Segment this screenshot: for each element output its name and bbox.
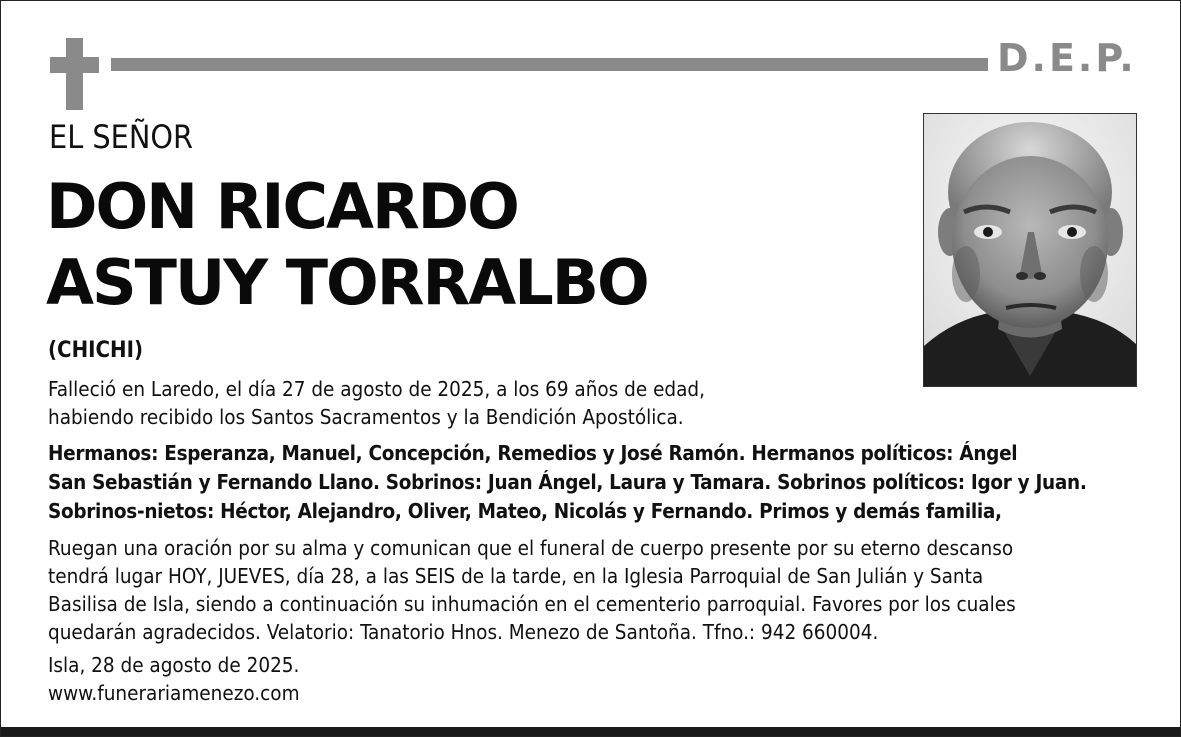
name-line: DON RICARDO bbox=[46, 170, 518, 243]
family-list bbox=[48, 439, 1148, 526]
death-notice bbox=[48, 375, 808, 431]
deceased-name bbox=[46, 169, 906, 321]
text-line: Hermanos: Esperanza, Manuel, Concepción, Remedios y José Ramón. Hermanos políticos: Ángel bbox=[48, 441, 1018, 465]
place-date: Isla, 28 de agosto de 2025. bbox=[48, 653, 300, 677]
text-line: Sobrinos-nietos: Héctor, Alejandro, Oliver, Mateo, Nicolás y Fernando. Primos y demás familia, bbox=[48, 499, 1002, 523]
dep-label: D.E.P. bbox=[997, 36, 1137, 80]
bottom-border bbox=[1, 727, 1180, 736]
website-link[interactable]: www.funerariamenezo.com bbox=[48, 681, 300, 705]
portrait-photo bbox=[923, 113, 1137, 387]
text-line: tendrá lugar HOY, JUEVES, día 28, a las SEIS de la tarde, en la Iglesia Parroquial de San Julián y Santa bbox=[48, 564, 984, 588]
text-line: habiendo recibido los Santos Sacramentos y la Bendición Apostólica. bbox=[48, 405, 684, 429]
nickname: (CHICHI) bbox=[48, 338, 143, 363]
text-line: Ruegan una oración por su alma y comunican que el funeral de cuerpo presente por su eterno descanso bbox=[48, 536, 1014, 560]
text-line: quedarán agradecidos. Velatorio: Tanatorio Hnos. Menezo de Santoña. Tfno.: 942 660004. bbox=[48, 620, 879, 644]
text-line: Falleció en Laredo, el día 27 de agosto de 2025, a los 69 años de edad, bbox=[48, 377, 706, 401]
text-line: San Sebastián y Fernando Llano. Sobrinos: Juan Ángel, Laura y Tamara. Sobrinos políticos: Igor y Juan. bbox=[48, 470, 1087, 494]
funeral-details bbox=[48, 534, 1148, 646]
text-line: Basilisa de Isla, siendo a continuación su inhumación en el cementerio parroquial. Favores por los cuales bbox=[48, 592, 1016, 616]
name-line: ASTUY TORRALBO bbox=[46, 246, 648, 319]
honorific: EL SEÑOR bbox=[49, 118, 194, 156]
header-rule bbox=[111, 58, 988, 71]
closing bbox=[48, 651, 300, 707]
cross-icon bbox=[50, 38, 99, 110]
